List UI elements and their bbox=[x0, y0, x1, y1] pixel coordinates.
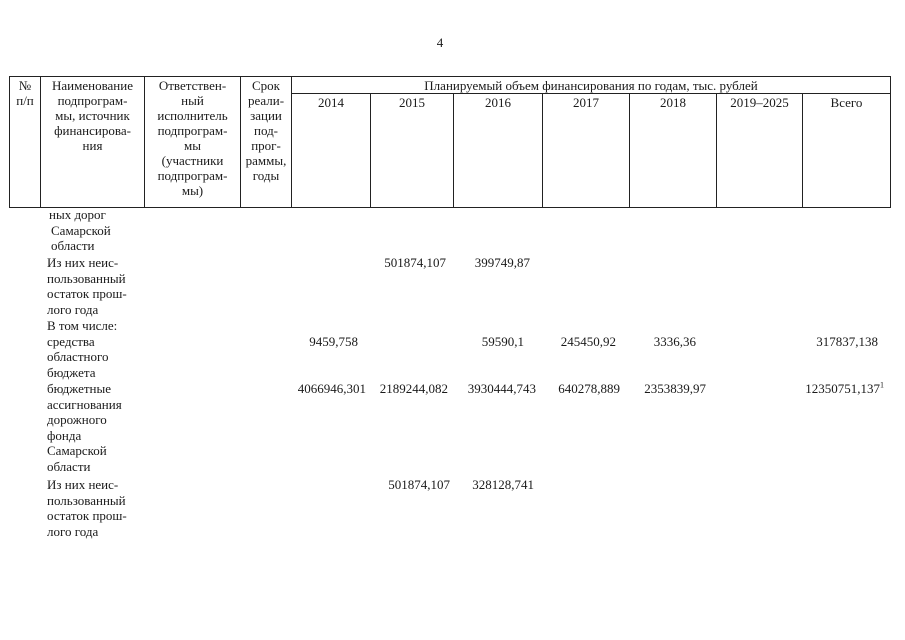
header-year-2017: 2017 bbox=[543, 94, 630, 208]
footnote-mark: 1 bbox=[880, 380, 884, 390]
value-total: 317837,138 bbox=[816, 334, 878, 349]
header-term: Срок реали- зации под- прог- раммы, годы bbox=[241, 77, 292, 208]
header-year-2018: 2018 bbox=[630, 94, 717, 208]
page-number: 4 bbox=[436, 35, 444, 50]
value-2014: 9459,758 bbox=[309, 334, 358, 349]
value-2016: 59590,1 bbox=[481, 334, 524, 349]
value-2015: 501874,107 bbox=[388, 477, 450, 492]
value-2016: 328128,741 bbox=[472, 477, 534, 492]
row-name: Из них неис- пользованный остаток прош- лого года bbox=[47, 477, 127, 539]
header-total: Всего bbox=[803, 94, 891, 208]
value-2017: 640278,889 bbox=[558, 381, 620, 396]
value-2015: 501874,107 bbox=[384, 255, 446, 270]
header-year-2019-2025: 2019–2025 bbox=[717, 94, 803, 208]
row-name: ных дорог Самарской области bbox=[49, 207, 111, 253]
value-2018: 3336,36 bbox=[653, 334, 696, 349]
header-responsible: Ответствен- ный исполнитель подпрограм- мы (участники подпрограм- мы) bbox=[145, 77, 241, 208]
value-2018: 2353839,97 bbox=[644, 381, 706, 396]
row-name: бюджетные ассигнования дорожного фонда Самарской области bbox=[47, 381, 122, 474]
header-year-2014: 2014 bbox=[292, 94, 371, 208]
header-year-2016: 2016 bbox=[454, 94, 543, 208]
header-funding-title: Планируемый объем финансирования по годам, тыс. рублей bbox=[292, 77, 891, 94]
header-year-2015: 2015 bbox=[371, 94, 454, 208]
value-2017: 245450,92 bbox=[560, 334, 616, 349]
header-name: Наименование подпрограм- мы, источник финансирова- ния bbox=[41, 77, 145, 208]
row-name: В том числе: средства областного бюджета bbox=[47, 318, 118, 380]
header-number: № п/п bbox=[10, 77, 41, 208]
row-name: Из них неис- пользованный остаток прош- лого года bbox=[47, 255, 127, 317]
value-2014: 4066946,301 bbox=[297, 381, 366, 396]
value-2015: 2189244,082 bbox=[379, 381, 448, 396]
value-total: 12350751,137$^1$ bbox=[805, 380, 884, 396]
value-2016: 3930444,743 bbox=[467, 381, 536, 396]
value-2016: 399749,87 bbox=[474, 255, 530, 270]
